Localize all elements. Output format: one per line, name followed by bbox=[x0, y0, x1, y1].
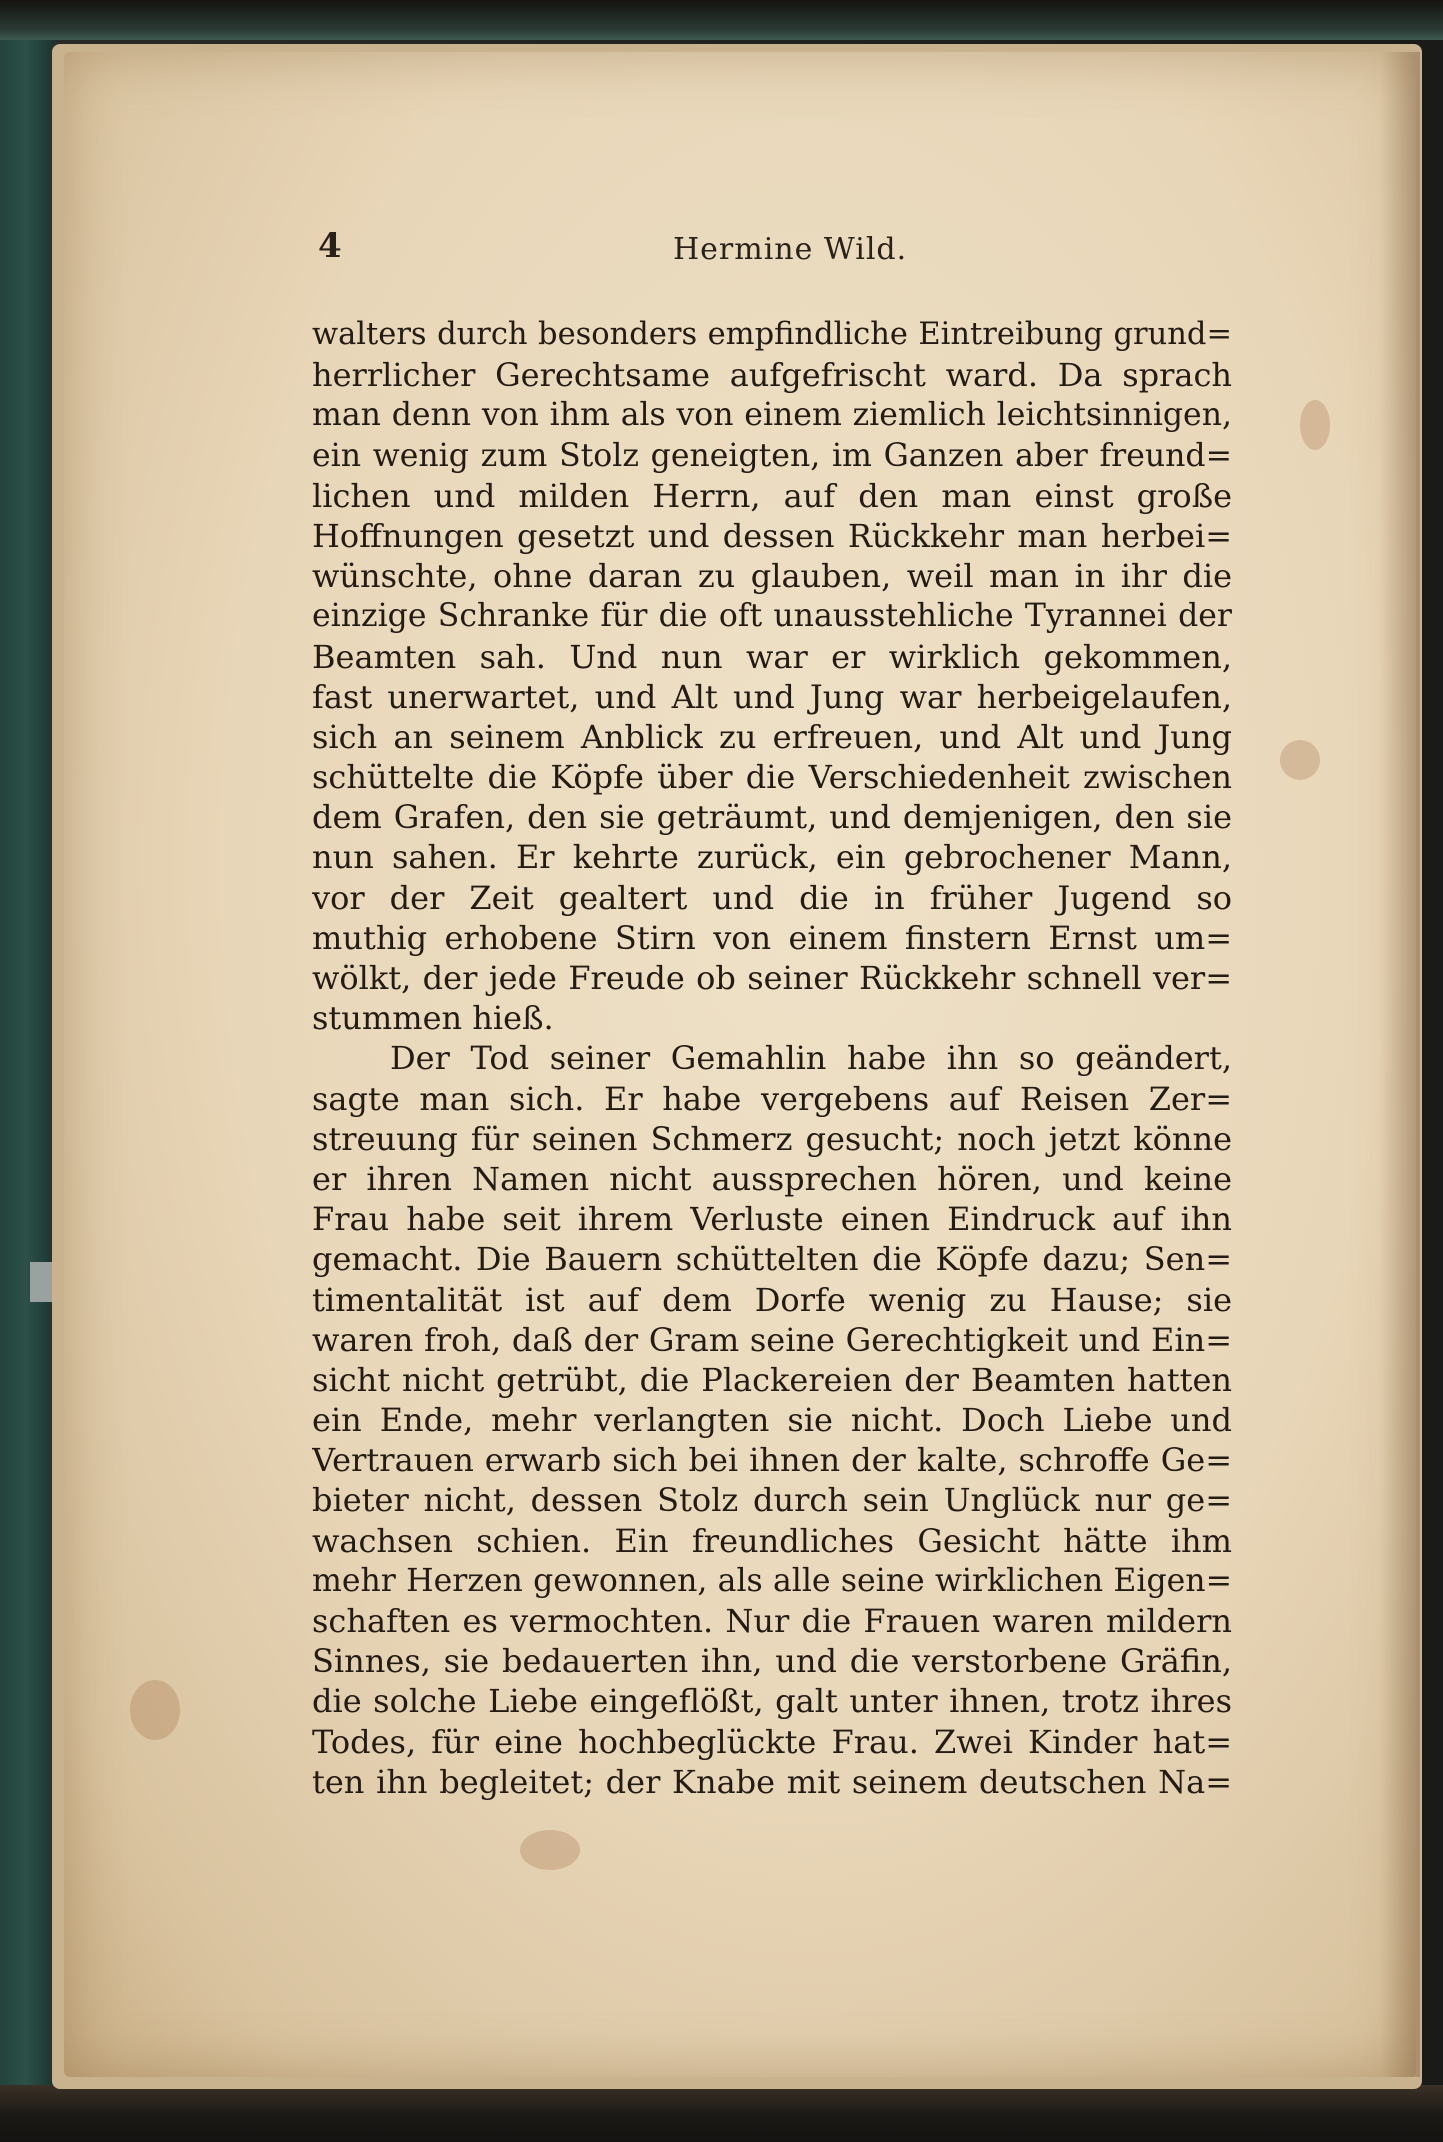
page-number: 4 bbox=[318, 226, 342, 266]
text-line: Vertrauen erwarb sich bei ihnen der kalte, schroffe Ge= bbox=[312, 1441, 1232, 1480]
text-line: stummen hieß. bbox=[312, 999, 554, 1038]
foxing-stain bbox=[1280, 740, 1320, 780]
text-line: herrlicher Gerechtsame aufgefrischt ward. Da sprach bbox=[312, 356, 1232, 395]
text-line: dem Grafen, den sie geträumt, und demjenigen, den sie bbox=[312, 798, 1232, 837]
text-line: schaften es vermochten. Nur die Frauen waren mildern bbox=[312, 1602, 1232, 1640]
foxing-stain bbox=[520, 1830, 580, 1870]
text-line: timentalität ist auf dem Dorfe wenig zu Hause; sie bbox=[312, 1280, 1232, 1319]
foxing-stain bbox=[1300, 400, 1330, 450]
running-title: Hermine Wild. bbox=[673, 232, 908, 267]
text-line: ein Ende, mehr verlangten sie nicht. Doch Liebe und bbox=[312, 1401, 1232, 1440]
text-line: schüttelte die Köpfe über die Verschiedenheit zwischen bbox=[312, 758, 1232, 797]
text-line: Hoffnungen gesetzt und dessen Rückkehr man herbei= bbox=[312, 516, 1232, 555]
text-line: ten ihn begleitet; der Knabe mit seinem deutschen Na= bbox=[312, 1762, 1232, 1801]
text-line: er ihren Namen nicht aussprechen hören, und keine bbox=[312, 1159, 1232, 1198]
text-line: muthig erhobene Stirn von einem finstern Ernst um= bbox=[312, 918, 1232, 957]
text-line: wölkt, der jede Freude ob seiner Rückkehr schnell ver= bbox=[312, 959, 1232, 997]
page-header bbox=[318, 226, 1218, 286]
text-line: Der Tod seiner Gemahlin habe ihn so geändert, bbox=[390, 1039, 1232, 1078]
text-line: mehr Herzen gewonnen, als alle seine wirklichen Eigen= bbox=[312, 1562, 1232, 1599]
text-line: einzige Schranke für die oft unausstehliche Tyrannei der bbox=[312, 598, 1232, 635]
text-line: ein wenig zum Stolz geneigten, im Ganzen aber freund= bbox=[312, 437, 1232, 474]
text-line: die solche Liebe eingeflößt, galt unter ihnen, trotz ihres bbox=[312, 1682, 1232, 1721]
text-line: Todes, für eine hochbeglückte Frau. Zwei Kinder hat= bbox=[312, 1722, 1232, 1761]
cover-top-edge bbox=[0, 0, 1443, 40]
text-line: man denn von ihm als von einem ziemlich leichtsinnigen, bbox=[312, 397, 1232, 434]
text-line: streuung für seinen Schmerz gesucht; noch jetzt könne bbox=[312, 1119, 1232, 1158]
page-gutter-shadow bbox=[1380, 52, 1420, 2077]
text-line: vor der Zeit gealtert und die in früher Jugend so bbox=[312, 878, 1232, 917]
text-line: sicht nicht getrübt, die Plackereien der Beamten hatten bbox=[312, 1360, 1232, 1399]
text-line: sich an seinem Anblick zu erfreuen, und Alt und Jung bbox=[312, 717, 1232, 756]
text-line: waren froh, daß der Gram seine Gerechtigkeit und Ein= bbox=[312, 1320, 1232, 1359]
text-line: bieter nicht, dessen Stolz durch sein Unglück nur ge= bbox=[312, 1481, 1232, 1520]
text-line: wachsen schien. Ein freundliches Gesicht hätte ihm bbox=[312, 1521, 1232, 1560]
text-line: sagte man sich. Er habe vergebens auf Reisen Zer= bbox=[312, 1079, 1232, 1118]
text-line: Sinnes, sie bedauerten ihn, und die verstorbene Gräfin, bbox=[312, 1642, 1232, 1681]
text-line: Beamten sah. Und nun war er wirklich gekommen, bbox=[312, 637, 1232, 676]
text-line: lichen und milden Herrn, auf den man einst große bbox=[312, 476, 1232, 515]
text-line: wünschte, ohne daran zu glauben, weil man in ihr die bbox=[312, 557, 1232, 596]
cover-bottom-edge bbox=[0, 2085, 1443, 2142]
foxing-stain bbox=[130, 1680, 180, 1740]
body-text bbox=[312, 315, 1232, 1802]
text-line: gemacht. Die Bauern schüttelten die Köpfe dazu; Sen= bbox=[312, 1240, 1232, 1279]
text-line: Frau habe seit ihrem Verluste einen Eindruck auf ihn bbox=[312, 1200, 1232, 1239]
text-line: walters durch besonders empfindliche Eintreibung grund= bbox=[312, 317, 1232, 352]
text-line: fast unerwartet, und Alt und Jung war herbeigelaufen, bbox=[312, 677, 1232, 716]
text-line: nun sahen. Er kehrte zurück, ein gebrochener Mann, bbox=[312, 838, 1232, 877]
